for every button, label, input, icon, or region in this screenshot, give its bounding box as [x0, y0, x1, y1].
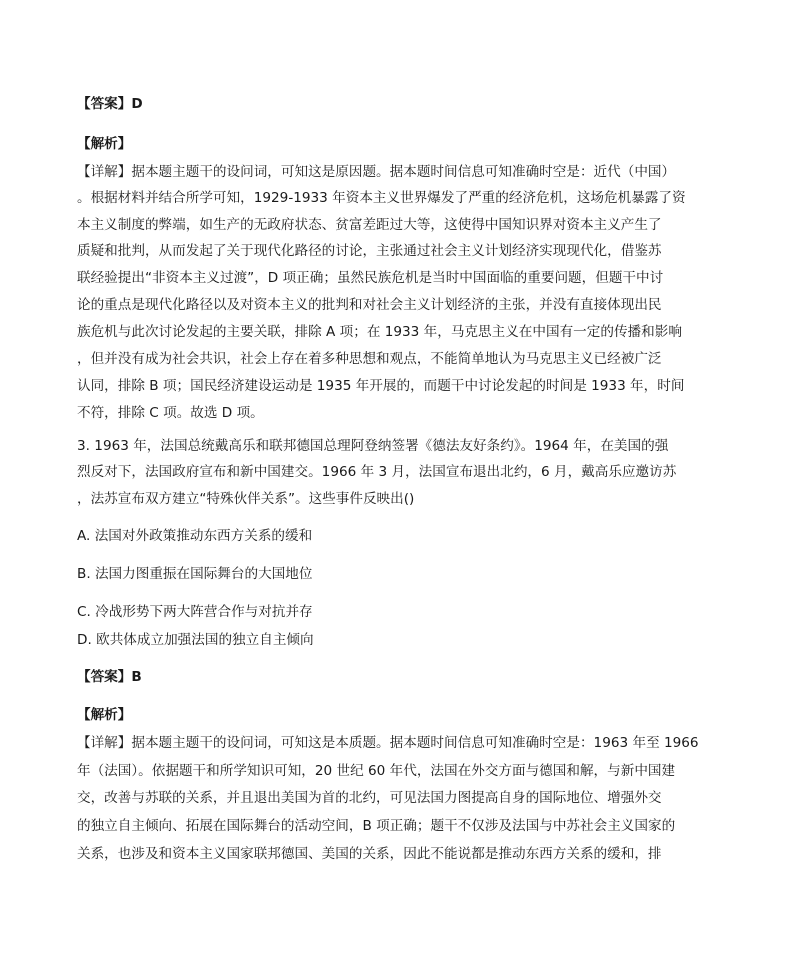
q3-stem-line: 烈反对下，法国政府宣布和新中国建交。1966 年 3 月，法国宣布退出北约，6 月，戴高乐应邀访苏 — [77, 464, 677, 480]
q2-analysis-line: 族危机与此次讨论发起的主要关联，排除 A 项；在 1933 年，马克思主义在中国有一定的传播和影响 — [77, 324, 682, 340]
q3-option-d: D. 欧共体成立加强法国的独立自主倾向 — [77, 632, 314, 648]
q2-analysis-line: 质疑和批判，从而发起了关于现代化路径的讨论，主张通过社会主义计划经济实现现代化，借鉴苏 — [77, 243, 662, 259]
q3-stem-line: ，法苏宣布双方建立“特殊伙伴关系”。这些事件反映出() — [77, 491, 415, 507]
q3-analysis-line: 【详解】据本题主题干的设问词，可知这是本质题。据本题时间信息可知准确时空是：1963 年至 1966 — [77, 735, 699, 751]
q2-analysis-line: 不符，排除 C 项。故选 D 项。 — [77, 405, 264, 421]
q3-analysis-line: 关系，也涉及和资本主义国家联邦德国、美国的关系，因此不能说都是推动东西方关系的缓和，排 — [77, 846, 662, 862]
q2-answer: 【答案】D — [77, 96, 143, 112]
q3-option-c: C. 冷战形势下两大阵营合作与对抗并存 — [77, 604, 313, 620]
q3-analysis-line: 交，改善与苏联的关系，并且退出美国为首的北约，可见法国力图提高自身的国际地位、增强外交 — [77, 790, 662, 806]
q3-option-b: B. 法国力图重振在国际舞台的大国地位 — [77, 566, 313, 582]
q3-stem-line: 3. 1963 年，法国总统戴高乐和联邦德国总理阿登纳签署《德法友好条约》。1964 年，在美国的强 — [77, 438, 669, 454]
q2-analysis-line: 认同，排除 B 项；国民经济建设运动是 1935 年开展的，而题干中讨论发起的时间是 1933 年，时间 — [77, 378, 685, 394]
q2-analysis-line: ，但并没有成为社会共识，社会上存在着多种思想和观点，不能简单地认为马克思主义已经被广泛 — [77, 351, 662, 367]
q3-option-a: A. 法国对外政策推动东西方关系的缓和 — [77, 528, 313, 544]
q3-analysis-heading: 【解析】 — [77, 707, 132, 723]
q3-analysis-line: 的独立自主倾向、拓展在国际舞台的活动空间，B 项正确；题干不仅涉及法国与中苏社会主义国家的 — [77, 818, 676, 834]
q2-analysis-line: 本主义制度的弊端，如生产的无政府状态、贫富差距过大等，这使得中国知识界对资本主义产生了 — [77, 217, 662, 233]
q2-analysis-line: 。根据材料并结合所学可知，1929-1933 年资本主义世界爆发了严重的经济危机，这场危机暴露了资 — [77, 190, 686, 206]
q2-analysis-line: 联经验提出“非资本主义过渡”，D 项正确；虽然民族危机是当时中国面临的重要问题，但题干中讨 — [77, 270, 664, 286]
q3-answer: 【答案】B — [77, 669, 142, 685]
q2-analysis-line: 【详解】据本题主题干的设问词，可知这是原因题。据本题时间信息可知准确时空是：近代（中国） — [77, 164, 676, 180]
q2-analysis-line: 论的重点是现代化路径以及对资本主义的批判和对社会主义计划经济的主张，并没有直接体现出民 — [77, 297, 662, 313]
q3-analysis-line: 年（法国）。依据题干和所学知识可知，20 世纪 60 年代，法国在外交方面与德国和解，与新中国建 — [77, 763, 676, 779]
q2-analysis-heading: 【解析】 — [77, 136, 132, 152]
